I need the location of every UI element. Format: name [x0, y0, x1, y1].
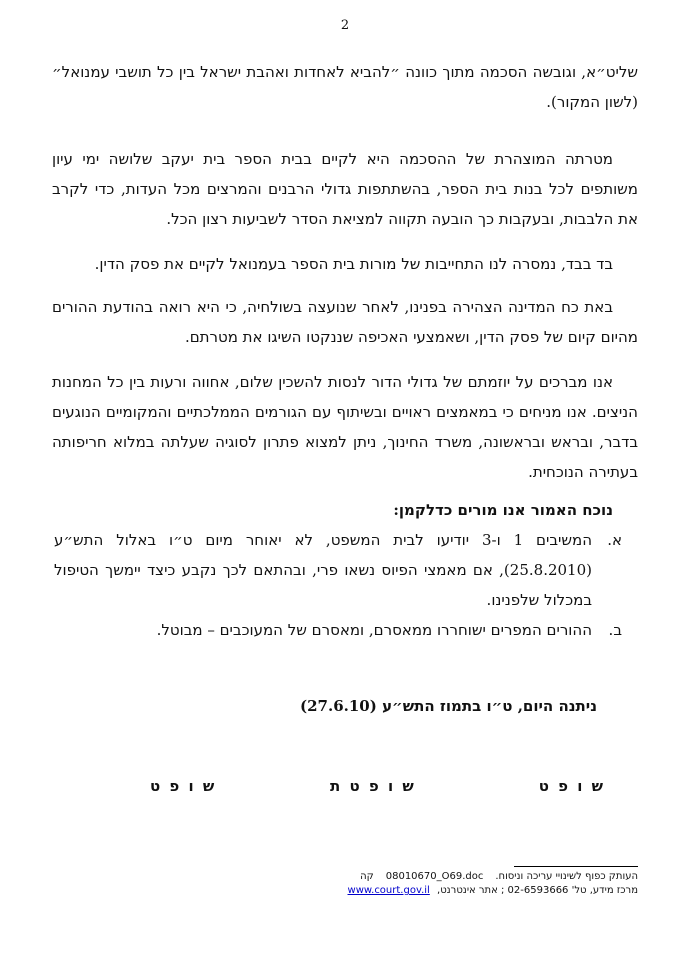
list-item-aleph [54, 525, 622, 615]
paragraph-state-declaration: באת כח המדינה הצהירה בפנינו, לאחר שנועצה בשולחיה, כי היא רואה בהודעת ההורים מהיום קיום של פסק הדין, ושאמצעי האכיפה שננקטו השיגו את מטרתם. [52, 298, 638, 346]
paragraph-agreement-quote: שליט״א, וגובשה הסכמה מתוך כוונה ״להביא לאחדות ואהבת ישראל בין כל תושבי עמנואל״ (לשון המקור). [52, 63, 638, 111]
ruling-list [52, 525, 622, 645]
judge-title-right: ש ו פ ט [538, 777, 605, 795]
page-number: 2 [340, 18, 350, 33]
footer-typist-initials: קה [360, 871, 374, 882]
document-footer [52, 866, 638, 898]
court-website-link[interactable]: www.court.gov.il [347, 885, 430, 896]
list-text-bet: ההורים המפרים ישוחררו ממאסרם, ומאסרם של המעוכבים – מבוטל. [156, 621, 592, 639]
footer-separator-line [514, 866, 638, 867]
list-item-bet [54, 615, 622, 645]
paragraph-blessing-initiative: אנו מברכים על יוזמתם של גדולי הדור לנסות להשכין שלום, אחווה ורעות בין כל המחנות הניצים. אנו מניחים כי במאמצים ראויים ובשיתוף עם הגורמים הממלכתיים והמקומיים הנוגעים בדבר, ובראש ובראשונה, משרד החינוך, ניתן למצוא פתרון לסוגיה שעלתה במלוא חריפותה בעתירה הנוכחית. [52, 373, 638, 481]
footer-contact-line [52, 884, 638, 898]
decision-date-line: ניתנה היום, ט״ו בתמוז התש״ע (27.6.10) [300, 697, 598, 715]
paragraph-teachers-commitment: בד בבד, נמסרה לנו התחייבות של מורות בית הספר בעמנואל לקיים את פסק הדין. [94, 255, 613, 273]
list-marker-bet: ב. [608, 621, 622, 639]
judges-signature-row [52, 771, 638, 793]
footer-info-center-text: מרכז מידע, טל' 02-6593666 ; אתר אינטרנט, [437, 885, 638, 896]
footer-disclaimer-line [52, 870, 638, 884]
paragraph-agreement-goal: מטרתה המוצהרת של ההסכמה היא לקיים בבית הספר בית יעקב שלושה ימי עיון משותפים לכל בנות בית הספר, בהשתתפות גדולי הרבנים והמרצים מכל העדות, כדי לקרב את הלבבות, ובעקבות כך הובעה תקווה למציאת הסדר לשביעות רצון הכל. [52, 150, 638, 228]
ruling-heading: נוכח האמור אנו מורים כדלקמן: [393, 501, 613, 519]
judge-title-middle: ש ו פ ט ת [330, 777, 416, 795]
document-body [52, 57, 638, 793]
list-text-aleph: המשיבים 1 ו-3 יודיעו לבית המשפט, לא יאוחר מיום ט״ו באלול התש״ע (25.8.2010), אם מאמצי הפיוס נשאו פרי, ובהתאם לכך נקבע כיצד יימשך הטיפול במכלול שלפנינו. [54, 531, 592, 609]
footer-disclaimer-text: העותק כפוף לשינויי עריכה וניסוח. [495, 871, 638, 882]
list-marker-aleph: א. [607, 531, 622, 549]
judge-title-left: ש ו פ ט [150, 777, 217, 795]
footer-doc-filename: 08010670_O69.doc [385, 871, 484, 882]
